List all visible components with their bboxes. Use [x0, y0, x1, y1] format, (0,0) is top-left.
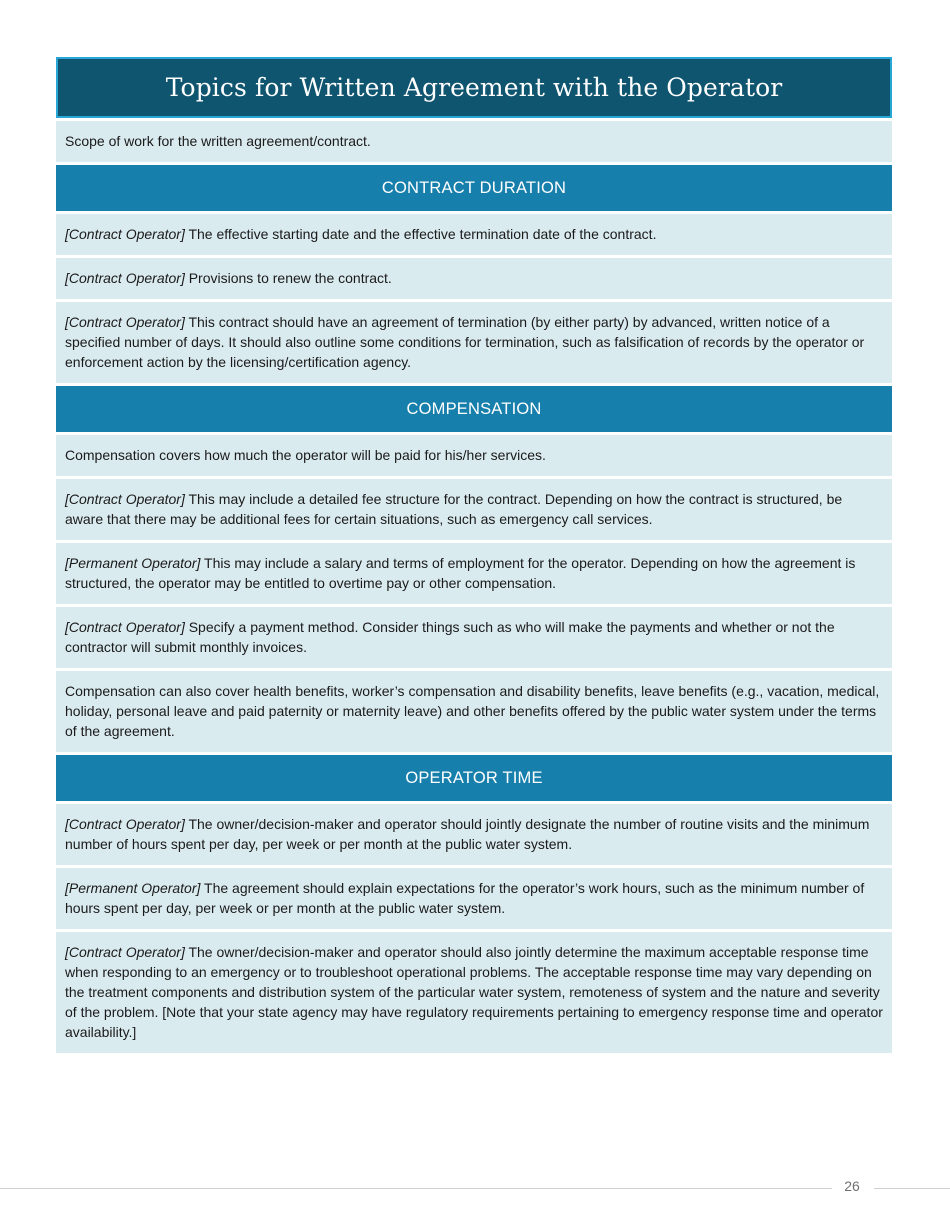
operator-tag: [Permanent Operator]	[65, 880, 201, 896]
page-title: Topics for Written Agreement with the Operator	[165, 73, 783, 102]
list-item	[56, 671, 892, 752]
list-item	[56, 804, 892, 865]
section-header-operator-time: OPERATOR TIME	[56, 755, 892, 801]
list-item	[56, 258, 892, 299]
operator-tag: [Contract Operator]	[65, 619, 185, 635]
list-item	[56, 868, 892, 929]
document-page	[56, 57, 892, 1056]
row-text: The owner/decision-maker and operator should also jointly determine the maximum acceptable response time when responding to an emergency or to troubleshoot operational problems. The acceptable response time may vary depending on the treatment components and distribution system of the particular water system, remoteness of system and the nature and severity of the problem. [Note that your state agency may have regulatory requirements pertaining to emergency response time and operator availability.]	[65, 944, 883, 1040]
row-text: This contract should have an agreement of termination (by either party) by advanced, written notice of a specified number of days. It should also outline some conditions for termination, such as falsification of records by the operator or enforcement action by the licensing/certification agency.	[65, 314, 865, 370]
list-item	[56, 302, 892, 383]
row-text: The agreement should explain expectations for the operator’s work hours, such as the minimum number of hours spent per day, per week or per month at the public water system.	[65, 880, 865, 916]
row-text: This may include a detailed fee structure for the contract. Depending on how the contract is structured, be aware that there may be additional fees for certain situations, such as emergency call services.	[65, 491, 843, 527]
operator-tag: [Contract Operator]	[65, 226, 185, 242]
row-text: This may include a salary and terms of employment for the operator. Depending on how the agreement is structured, the operator may be entitled to overtime pay or other compensation.	[65, 555, 856, 591]
row-text: Compensation can also cover health benefits, worker’s compensation and disability benefits, leave benefits (e.g., vacation, medical, holiday, personal leave and paid paternity or maternity leave) and other benefits offered by the public water system under the terms of the agreement.	[65, 683, 880, 739]
section-header-compensation: COMPENSATION	[56, 386, 892, 432]
operator-tag: [Permanent Operator]	[65, 555, 201, 571]
list-item	[56, 543, 892, 604]
row-text: Compensation covers how much the operator will be paid for his/her services.	[65, 447, 546, 463]
list-item	[56, 214, 892, 255]
operator-tag: [Contract Operator]	[65, 944, 185, 960]
operator-tag: [Contract Operator]	[65, 816, 185, 832]
operator-tag: [Contract Operator]	[65, 270, 185, 286]
row-text: Specify a payment method. Consider things such as who will make the payments and whether or not the contractor will submit monthly invoices.	[65, 619, 835, 655]
row-text: The owner/decision-maker and operator should jointly designate the number of routine visits and the minimum number of hours spent per day, per week or per month at the public water system.	[65, 816, 870, 852]
operator-tag: [Contract Operator]	[65, 314, 185, 330]
footer-divider	[874, 1188, 950, 1189]
page-number: 26	[844, 1178, 860, 1194]
scope-row	[56, 121, 892, 162]
operator-tag: [Contract Operator]	[65, 491, 185, 507]
row-text: Scope of work for the written agreement/contract.	[65, 133, 371, 149]
row-text: Provisions to renew the contract.	[184, 270, 392, 286]
list-item	[56, 607, 892, 668]
row-text: The effective starting date and the effective termination date of the contract.	[184, 226, 657, 242]
title-banner	[56, 57, 892, 118]
footer-divider	[0, 1188, 832, 1189]
list-item	[56, 932, 892, 1053]
list-item	[56, 479, 892, 540]
list-item	[56, 435, 892, 476]
section-header-contract-duration: CONTRACT DURATION	[56, 165, 892, 211]
